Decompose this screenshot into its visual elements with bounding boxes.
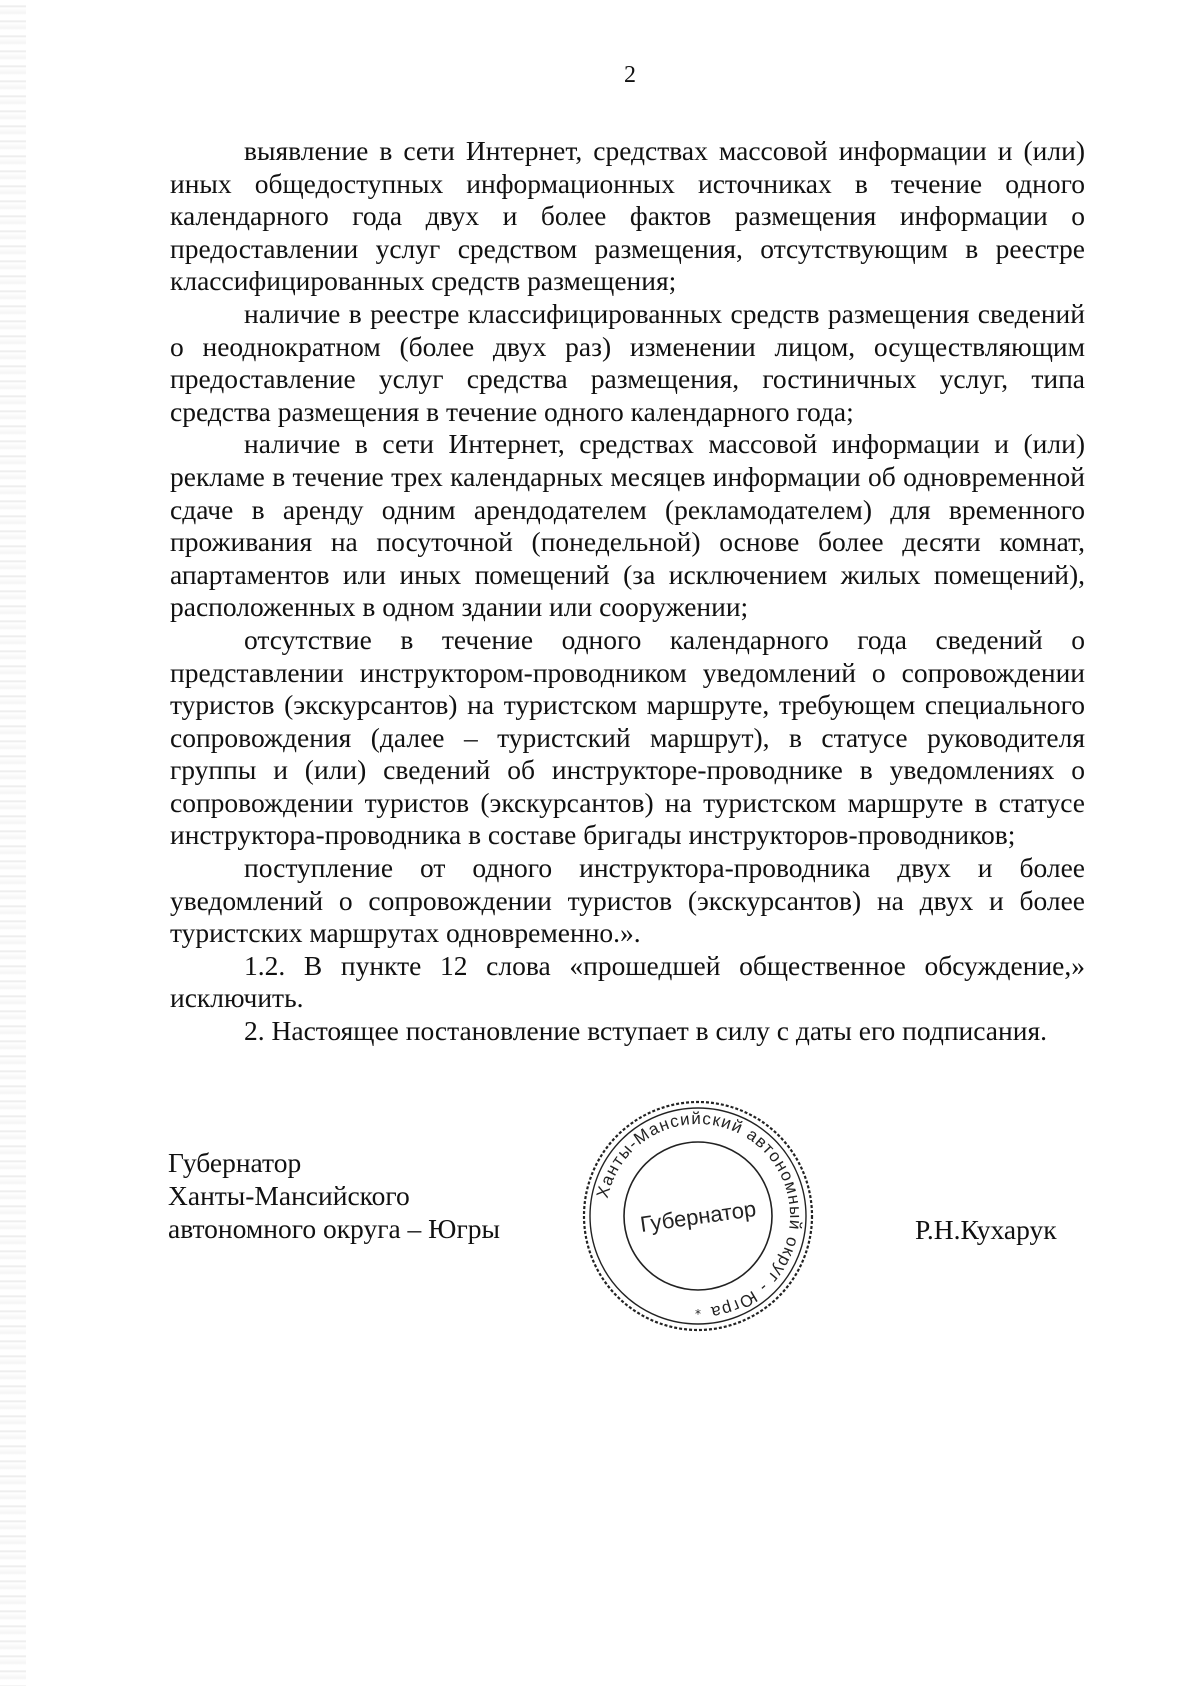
paragraph: поступление от одного инструктора-проводника двух и более уведомлений о сопровождении туристов (экскурсантов) на двух и более туристских маршрутах одновременно.». bbox=[170, 852, 1085, 949]
seal-ring-text: Ханты-Мансийский автономный округ - Югра bbox=[592, 1108, 806, 1323]
paragraph: выявление в сети Интернет, средствах массовой информации и (или) иных общедоступных информационных источниках в течение одного календарного года двух и более фактов размещения информации о предоставлении услуг средством размещения, отсутствующим в реестре классифицированных средств размещения; bbox=[170, 135, 1085, 297]
paragraph: наличие в реестре классифицированных средств размещения сведений о неоднократном (более двух раз) изменении лицом, осуществляющим предоставление услуг средства размещения, гостиничных услуг, типа средства размещения в течение одного календарного года; bbox=[170, 297, 1085, 427]
paragraph: 1.2. В пункте 12 слова «прошедшей общественное обсуждение,» исключить. bbox=[170, 949, 1085, 1014]
scan-edge bbox=[0, 0, 26, 1686]
seal-center-text: Губернатор bbox=[638, 1195, 758, 1237]
document-body bbox=[170, 135, 1085, 1048]
page-number: 2 bbox=[624, 62, 636, 88]
signer-name: Р.Н.Кухарук bbox=[915, 1214, 1057, 1245]
signer-position: Губернатор bbox=[168, 1147, 302, 1178]
svg-text:*: * bbox=[695, 1307, 701, 1321]
signature-block bbox=[168, 1146, 500, 1245]
paragraph: отсутствие в течение одного календарного года сведений о представлении инструктором-проводником уведомлений о сопровождении туристов (экскурсантов) на туристском маршруте, требующем специального сопровождения (далее – туристский маршрут), в статусе руководителя группы и (или) сведений об инструкторе-проводнике в уведомлениях о сопровождении туристов (экскурсантов) на туристском маршруте в статусе инструктора-проводника в составе бригады инструкторов-проводников; bbox=[170, 623, 1085, 851]
signer-position: автономного округа – Югры bbox=[168, 1213, 500, 1244]
paragraph: наличие в сети Интернет, средствах массовой информации и (или) рекламе в течение трех календарных месяцев информации об одновременной сдаче в аренду одним арендодателем (рекламодателем) для временного проживания на посуточной (понедельной) основе более десяти комнат, апартаментов или иных помещений (за исключением жилых помещений), расположенных в одном здании или сооружении; bbox=[170, 428, 1085, 623]
official-seal bbox=[580, 1098, 816, 1334]
paragraph: 2. Настоящее постановление вступает в силу с даты его подписания. bbox=[244, 1015, 1047, 1047]
signer-position: Ханты-Мансийского bbox=[168, 1180, 410, 1211]
seal-icon bbox=[580, 1098, 816, 1334]
